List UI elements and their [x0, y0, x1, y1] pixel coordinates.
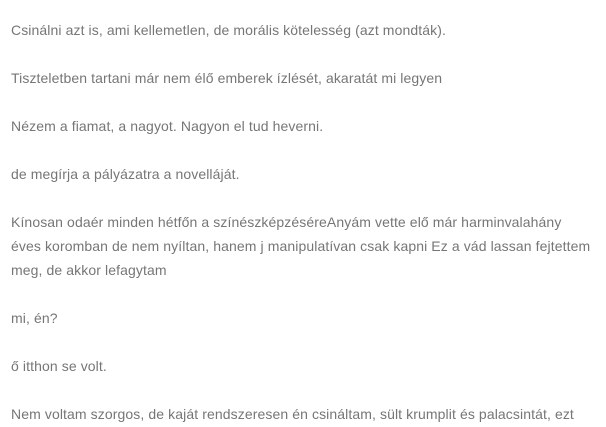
paragraph-1: Csinálni azt is, ami kellemetlen, de morális kötelesség (azt mondták). [11, 22, 446, 38]
paragraph-7: ő itthon se volt. [11, 358, 107, 374]
paragraph-2: Tiszteletben tartani már nem élő emberek ízlését, akaratát mi legyen [11, 70, 443, 86]
paragraph-5: Kínosan odaér minden hétfőn a színészképzéséreAnyám vette elő már harminvalahány éves koromban de nem nyíltan, hanem j manipulatívan csak kapni Ez a vád lassan fejtettem meg, de akkor lefagytam [11, 214, 591, 278]
paragraph-4: de megírja a pályázatra a novelláját. [11, 166, 240, 182]
paragraph-3: Nézem a fiamat, a nagyot. Nagyon el tud heverni. [11, 118, 324, 134]
paragraph-6: mi, én? [11, 310, 58, 326]
paragraph-8: Nem voltam szorgos, de kaját rendszeresen én csináltam, sült krumplit és palacsintát, ezt [11, 406, 574, 422]
